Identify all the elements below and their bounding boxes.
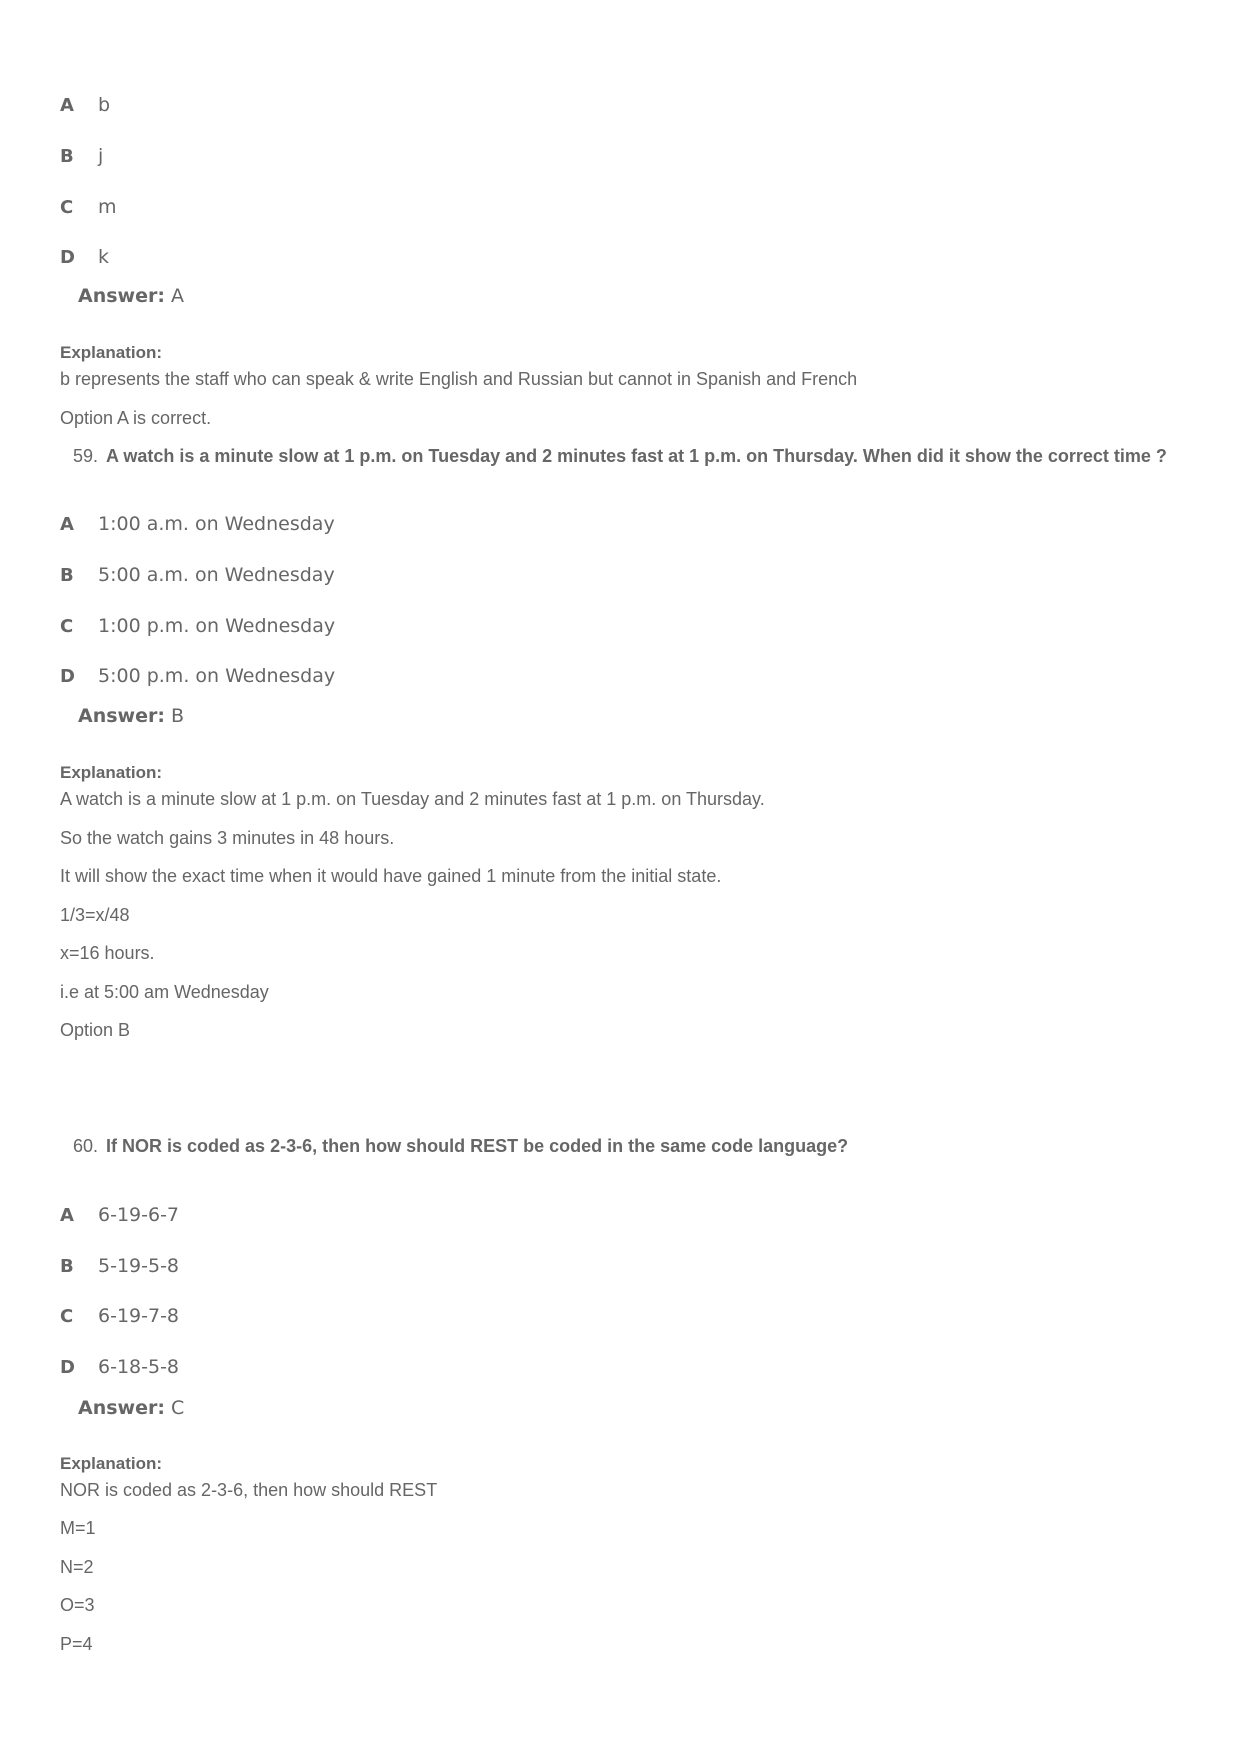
option-letter: A <box>60 94 74 116</box>
q58-explanation-line: b represents the staff who can speak & write English and Russian but cannot in Spanish and French <box>60 369 858 389</box>
option-letter: B <box>60 1255 74 1277</box>
question-text: If NOR is coded as 2-3-6, then how should REST be coded in the same code language? <box>106 1136 849 1156</box>
option-text: 5-19-5-8 <box>98 1255 180 1277</box>
answer-value: A <box>171 285 184 307</box>
answer-value: C <box>171 1397 185 1419</box>
q58-explanation-line: Option A is correct. <box>60 408 212 428</box>
option-text: 6-19-6-7 <box>98 1204 180 1226</box>
q60-question <box>73 1136 848 1157</box>
q60-explanation-line: O=3 <box>60 1595 95 1615</box>
question-number: 60. <box>73 1136 99 1156</box>
q60-explanation-line: M=1 <box>60 1518 96 1538</box>
q58-option-d[interactable] <box>60 242 109 272</box>
q59-explanation-line: Option B <box>60 1020 131 1040</box>
answer-label: Answer: <box>78 1397 165 1419</box>
option-letter: A <box>60 513 74 535</box>
q58-option-a[interactable] <box>60 90 110 120</box>
q60-option-b[interactable] <box>60 1251 179 1281</box>
option-text: b <box>98 94 111 116</box>
q58-option-b[interactable] <box>60 141 103 171</box>
option-letter: D <box>60 246 75 268</box>
q59-explanation-line: 1/3=x/48 <box>60 905 130 925</box>
option-text: m <box>98 196 117 218</box>
option-letter: B <box>60 564 74 586</box>
q58-explanation-title: Explanation: <box>60 343 163 362</box>
option-text: 5:00 p.m. on Wednesday <box>98 665 336 687</box>
option-text: 6-18-5-8 <box>98 1356 180 1378</box>
option-letter: D <box>60 665 75 687</box>
answer-value: B <box>171 705 185 727</box>
option-text: 5:00 a.m. on Wednesday <box>98 564 335 586</box>
q60-explanation-line: P=4 <box>60 1634 93 1654</box>
option-text: k <box>98 246 110 268</box>
q60-explanation-line: NOR is coded as 2-3-6, then how should REST <box>60 1480 438 1500</box>
q60-answer <box>78 1397 184 1419</box>
q59-option-b[interactable] <box>60 560 335 590</box>
q59-explanation-line: i.e at 5:00 am Wednesday <box>60 982 269 1002</box>
option-letter: C <box>60 196 74 218</box>
answer-label: Answer: <box>78 285 165 307</box>
option-letter: C <box>60 1305 74 1327</box>
q59-explanation-line: So the watch gains 3 minutes in 48 hours. <box>60 828 395 848</box>
q59-explanation-line: x=16 hours. <box>60 943 155 963</box>
q60-option-d[interactable] <box>60 1352 179 1382</box>
q58-answer <box>78 285 184 307</box>
q60-option-a[interactable] <box>60 1200 179 1230</box>
q60-explanation-title: Explanation: <box>60 1454 163 1473</box>
q58-option-c[interactable] <box>60 192 117 222</box>
q59-option-a[interactable] <box>60 509 335 539</box>
q59-answer <box>78 705 184 727</box>
q59-option-c[interactable] <box>60 611 335 641</box>
option-text: j <box>98 145 104 167</box>
question-text: A watch is a minute slow at 1 p.m. on Tuesday and 2 minutes fast at 1 p.m. on Thursday. When did it show the correct time ? <box>106 446 1167 466</box>
q59-explanation-line: It will show the exact time when it would have gained 1 minute from the initial state. <box>60 866 722 886</box>
q60-option-c[interactable] <box>60 1301 179 1331</box>
option-letter: B <box>60 145 74 167</box>
question-number: 59. <box>73 446 99 466</box>
q59-explanation-line: A watch is a minute slow at 1 p.m. on Tuesday and 2 minutes fast at 1 p.m. on Thursday. <box>60 789 765 809</box>
option-text: 1:00 a.m. on Wednesday <box>98 513 335 535</box>
q59-option-d[interactable] <box>60 661 335 691</box>
answer-label: Answer: <box>78 705 165 727</box>
option-text: 6-19-7-8 <box>98 1305 180 1327</box>
q59-explanation-title: Explanation: <box>60 763 163 782</box>
option-letter: A <box>60 1204 74 1226</box>
option-letter: D <box>60 1356 75 1378</box>
q60-explanation-line: N=2 <box>60 1557 94 1577</box>
q59-question <box>73 446 1167 467</box>
option-text: 1:00 p.m. on Wednesday <box>98 615 336 637</box>
option-letter: C <box>60 615 74 637</box>
